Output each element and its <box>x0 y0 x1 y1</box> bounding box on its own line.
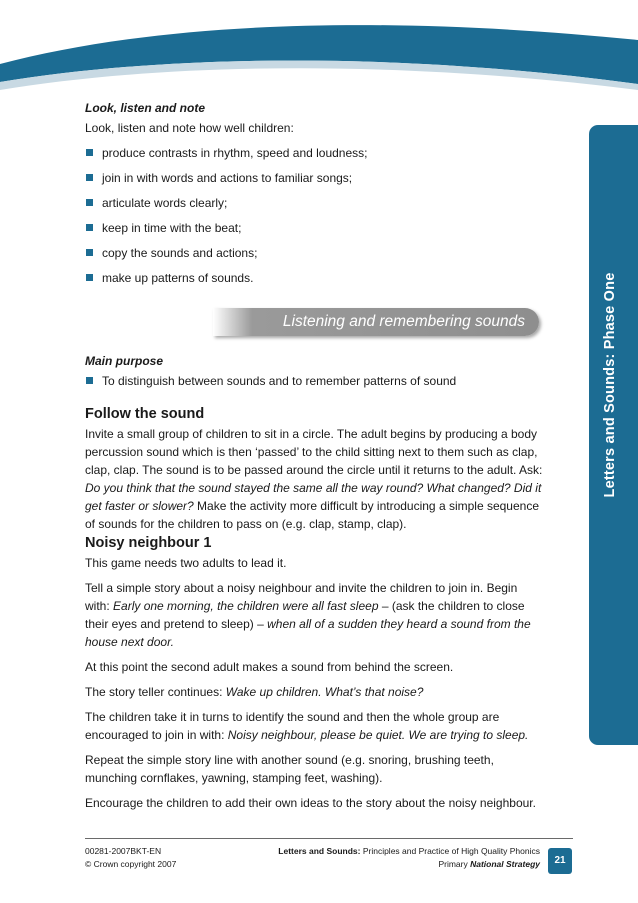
section-banner-title: Listening and remembering sounds <box>282 313 525 330</box>
look-listen-list <box>85 146 545 296</box>
follow-sound-heading: Follow the sound <box>85 406 205 422</box>
page-number: 21 <box>548 848 572 874</box>
noisy-paragraph-2: Tell a simple story about a noisy neighbour and invite the children to join in. Begin with: Early one morning, the children were all fast sleep – (ask the children to close their eyes and pretend to sleep) – when all of a sudden they heard a sound from the house next door. <box>85 581 531 649</box>
bullet-square-icon <box>86 224 93 231</box>
bullet-square-icon <box>86 149 93 156</box>
footer-right <box>278 845 540 871</box>
header-wave <box>0 0 638 90</box>
copyright: © Crown copyright 2007 <box>85 859 177 869</box>
list-item: articulate words clearly; <box>85 196 545 221</box>
look-listen-section <box>85 101 545 137</box>
list-item: produce contrasts in rhythm, speed and loudness; <box>85 146 545 171</box>
follow-sound-section <box>85 406 545 533</box>
footer-left <box>85 845 176 871</box>
section-banner <box>213 308 539 336</box>
noisy-paragraph-3: At this point the second adult makes a sound from behind the screen. <box>85 660 454 674</box>
follow-sound-paragraph: Invite a small group of children to sit in a circle. The adult begins by producing a body percussion sound which is then ‘passed’ to the child sitting next to them such as clap, clap, clap. The sound is to be passed around the circle until it returns to the adult. Ask: Do you think that the sound stayed the same all the way round? What changed? Did it get faster or slower? Make the activity more difficult by introducing a simple sequence of sounds for the children to pass on (e.g. clap, stamp, clap). <box>85 427 543 531</box>
look-listen-heading: Look, listen and note <box>85 101 206 115</box>
noisy-paragraph-1: This game needs two adults to lead it. <box>85 556 287 570</box>
bullet-square-icon <box>86 249 93 256</box>
noisy-paragraph-5: The children take it in turns to identify the sound and then the whole group are encouraged to join in with: Noisy neighbour, please be quiet. We are trying to sleep. <box>85 710 529 742</box>
footer-title: Letters and Sounds: Principles and Practice of High Quality Phonics <box>278 846 540 856</box>
main-purpose-heading: Main purpose <box>85 354 164 368</box>
noisy-paragraph-6: Repeat the simple story line with another sound (e.g. snoring, brushing teeth, munching cornflakes, yawning, stamping feet, washing). <box>85 753 494 785</box>
noisy-neighbour-section <box>85 535 545 812</box>
list-item: make up patterns of sounds. <box>85 271 545 296</box>
document-code: 00281-2007BKT-EN <box>85 846 162 856</box>
list-item: To distinguish between sounds and to remember patterns of sound <box>85 374 545 388</box>
bullet-square-icon <box>86 274 93 281</box>
list-item: join in with words and actions to familiar songs; <box>85 171 545 196</box>
footer-strategy: Primary National Strategy <box>438 859 540 869</box>
list-item: copy the sounds and actions; <box>85 246 545 271</box>
noisy-paragraph-7: Encourage the children to add their own ideas to the story about the noisy neighbour. <box>85 796 536 810</box>
main-purpose-section <box>85 354 545 388</box>
noisy-neighbour-heading: Noisy neighbour 1 <box>85 535 212 551</box>
footer-divider <box>85 838 573 839</box>
bullet-square-icon <box>86 174 93 181</box>
noisy-paragraph-4: The story teller continues: Wake up children. What’s that noise? <box>85 685 424 699</box>
bullet-square-icon <box>86 377 93 384</box>
bullet-square-icon <box>86 199 93 206</box>
list-item: keep in time with the beat; <box>85 221 545 246</box>
look-listen-intro: Look, listen and note how well children: <box>85 121 294 135</box>
